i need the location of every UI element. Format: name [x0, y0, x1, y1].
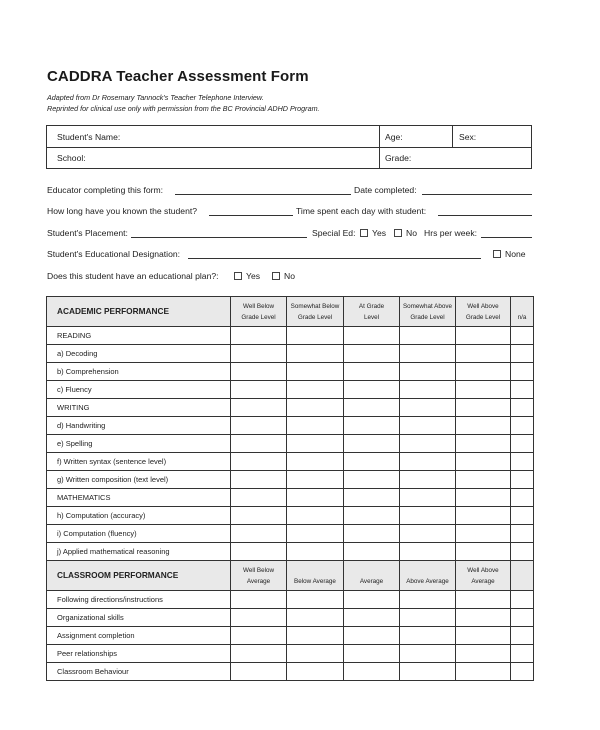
rating-cell[interactable]: [400, 435, 456, 453]
school-field[interactable]: School:: [57, 153, 86, 163]
classroom-column-header: [231, 561, 287, 591]
rating-cell[interactable]: [231, 525, 287, 543]
rating-cell[interactable]: [231, 417, 287, 435]
rating-cell[interactable]: [400, 591, 456, 609]
age-field[interactable]: Age:: [385, 132, 403, 142]
rating-cell[interactable]: [231, 663, 287, 681]
column-header-line: [344, 565, 399, 576]
rating-cell[interactable]: [344, 435, 400, 453]
rating-cell[interactable]: [344, 381, 400, 399]
student-name-field[interactable]: Student's Name:: [57, 132, 121, 142]
rating-cell[interactable]: [344, 525, 400, 543]
sex-field[interactable]: Sex:: [459, 132, 477, 142]
column-header-line: Well Above: [467, 566, 499, 574]
rating-cell[interactable]: [287, 417, 344, 435]
subtitle-line-2: Reprinted for clinical use only with permission from the BC Provincial ADHD Program.: [47, 104, 320, 113]
rating-cell[interactable]: [231, 345, 287, 363]
divider: [379, 126, 380, 147]
rating-cell[interactable]: [344, 327, 400, 345]
special-ed-yes-checkbox[interactable]: [360, 229, 368, 237]
rating-cell[interactable]: [400, 399, 456, 417]
hrs-per-week-input[interactable]: [481, 228, 532, 238]
rating-cell[interactable]: [511, 327, 534, 345]
rating-cell[interactable]: [400, 525, 456, 543]
rating-cell[interactable]: [400, 381, 456, 399]
designation-none-label: None: [505, 249, 526, 259]
rating-cell[interactable]: [287, 453, 344, 471]
column-header-line: [400, 565, 455, 576]
column-header-line: [511, 565, 533, 576]
rating-cell[interactable]: [511, 645, 534, 663]
rating-cell[interactable]: [511, 453, 534, 471]
table-row: [47, 435, 534, 453]
rating-cell[interactable]: [456, 399, 511, 417]
table-row: [47, 471, 534, 489]
plan-label: Does this student have an educational plan?:: [47, 271, 219, 281]
academic-column-header: [456, 297, 511, 327]
row-label: a) Decoding: [47, 345, 231, 363]
rating-cell[interactable]: [231, 399, 287, 417]
rating-cell[interactable]: [231, 543, 287, 561]
rating-cell[interactable]: [511, 435, 534, 453]
how-long-input[interactable]: [209, 206, 293, 216]
table-row: [47, 525, 534, 543]
rating-cell[interactable]: [344, 417, 400, 435]
rating-cell[interactable]: [231, 435, 287, 453]
grade-field[interactable]: Grade:: [385, 153, 412, 163]
date-completed-input[interactable]: [422, 185, 532, 195]
rating-cell[interactable]: [400, 543, 456, 561]
column-header-line: Grade Level: [465, 313, 501, 321]
rating-cell[interactable]: [231, 609, 287, 627]
rating-cell[interactable]: [456, 645, 511, 663]
academic-section-title: ACADEMIC PERFORMANCE: [47, 297, 231, 327]
column-header-line: Average: [246, 577, 271, 585]
rating-cell[interactable]: [231, 327, 287, 345]
column-header-line: Grade Level: [410, 313, 445, 321]
rating-cell[interactable]: [400, 363, 456, 381]
rating-cell[interactable]: [400, 663, 456, 681]
column-header-line: Grade Level: [297, 313, 333, 321]
row-label: f) Written syntax (sentence level): [47, 453, 231, 471]
row-label: i) Computation (fluency): [47, 525, 231, 543]
row-label: h) Computation (accuracy): [47, 507, 231, 525]
rating-cell[interactable]: [344, 489, 400, 507]
rating-cell[interactable]: [456, 489, 511, 507]
column-header-line: [511, 576, 533, 587]
row-label: READING: [47, 327, 231, 345]
rating-cell[interactable]: [400, 417, 456, 435]
placement-label: Student's Placement:: [47, 228, 128, 238]
info-row-2: [47, 147, 531, 168]
rating-cell[interactable]: [287, 543, 344, 561]
rating-cell[interactable]: [344, 543, 400, 561]
table-row: [47, 609, 534, 627]
row-label: WRITING: [47, 399, 231, 417]
academic-column-header: [400, 297, 456, 327]
rating-cell[interactable]: [344, 591, 400, 609]
rating-cell[interactable]: [511, 543, 534, 561]
rating-cell[interactable]: [344, 507, 400, 525]
rating-cell[interactable]: [287, 489, 344, 507]
classroom-column-header: [456, 561, 511, 591]
rating-cell[interactable]: [287, 645, 344, 663]
column-header-line: Level: [363, 313, 380, 321]
rating-cell[interactable]: [400, 345, 456, 363]
rating-cell[interactable]: [511, 363, 534, 381]
column-header-line: Average: [359, 577, 384, 585]
row-label: c) Fluency: [47, 381, 231, 399]
special-ed-no-label: No: [406, 228, 417, 238]
classroom-section-title: CLASSROOM PERFORMANCE: [47, 561, 231, 591]
rating-cell[interactable]: [287, 327, 344, 345]
educator-input[interactable]: [175, 185, 351, 195]
row-label: d) Handwriting: [47, 417, 231, 435]
divider: [379, 147, 380, 168]
rating-cell[interactable]: [287, 525, 344, 543]
rating-cell[interactable]: [344, 399, 400, 417]
rating-cell[interactable]: [456, 327, 511, 345]
table-row: [47, 507, 534, 525]
row-label: Peer relationships: [47, 645, 231, 663]
rating-cell[interactable]: [231, 645, 287, 663]
row-label: Classroom Behaviour: [47, 663, 231, 681]
rating-cell[interactable]: [456, 609, 511, 627]
column-header-line: Well Below: [242, 566, 275, 574]
plan-yes-checkbox[interactable]: [234, 272, 242, 280]
rating-cell[interactable]: [344, 453, 400, 471]
column-header-line: Average: [471, 577, 495, 585]
designation-input[interactable]: [188, 249, 481, 259]
row-label: MATHEMATICS: [47, 489, 231, 507]
rating-cell[interactable]: [344, 609, 400, 627]
classroom-column-header: [400, 561, 456, 591]
rating-cell[interactable]: [344, 627, 400, 645]
rating-cell[interactable]: [344, 471, 400, 489]
table-row: [47, 543, 534, 561]
table-row: [47, 327, 534, 345]
column-header-line: Somewhat Above: [402, 302, 452, 310]
rating-cell[interactable]: [287, 471, 344, 489]
hrs-per-week-label: Hrs per week:: [424, 228, 478, 238]
rating-cell[interactable]: [456, 507, 511, 525]
rating-cell[interactable]: [511, 627, 534, 645]
rating-cell[interactable]: [231, 507, 287, 525]
classroom-header-row: [47, 561, 534, 591]
rating-cell[interactable]: [287, 507, 344, 525]
special-ed-no-checkbox[interactable]: [394, 229, 402, 237]
rating-cell[interactable]: [287, 627, 344, 645]
rating-cell[interactable]: [511, 507, 534, 525]
rating-cell[interactable]: [456, 591, 511, 609]
special-ed-yes-label: Yes: [372, 228, 387, 238]
rating-cell[interactable]: [456, 471, 511, 489]
assessment-table: [46, 296, 534, 681]
rating-cell[interactable]: [400, 453, 456, 471]
column-header-line: At Grade: [358, 302, 385, 310]
rating-cell[interactable]: [400, 327, 456, 345]
column-header-line: n/a: [517, 313, 527, 321]
divider: [452, 126, 453, 147]
column-header-line: Well Below: [242, 302, 275, 310]
table-row: [47, 489, 534, 507]
plan-no-label: No: [284, 271, 295, 281]
table-row: [47, 453, 534, 471]
row-label: e) Spelling: [47, 435, 231, 453]
rating-cell[interactable]: [287, 609, 344, 627]
rating-cell[interactable]: [456, 525, 511, 543]
rating-cell[interactable]: [400, 471, 456, 489]
classroom-column-header: [344, 561, 400, 591]
rating-cell[interactable]: [511, 345, 534, 363]
rating-cell[interactable]: [231, 489, 287, 507]
table-row: [47, 399, 534, 417]
rating-cell[interactable]: [231, 363, 287, 381]
rating-cell[interactable]: [456, 345, 511, 363]
rating-cell[interactable]: [400, 609, 456, 627]
rating-cell[interactable]: [231, 453, 287, 471]
date-completed-label: Date completed:: [354, 185, 417, 195]
rating-cell[interactable]: [456, 627, 511, 645]
row-label: g) Written composition (text level): [47, 471, 231, 489]
rating-cell[interactable]: [231, 471, 287, 489]
academic-header-row: [47, 297, 534, 327]
rating-cell[interactable]: [511, 663, 534, 681]
rating-cell[interactable]: [511, 417, 534, 435]
rating-cell[interactable]: [231, 627, 287, 645]
rating-cell[interactable]: [287, 363, 344, 381]
form-title: CADDRA Teacher Assessment Form: [47, 68, 309, 85]
column-header-line: Well Above: [467, 302, 499, 310]
rating-cell[interactable]: [400, 645, 456, 663]
rating-cell[interactable]: [231, 591, 287, 609]
table-row: [47, 591, 534, 609]
table-row: [47, 381, 534, 399]
time-spent-label: Time spent each day with student:: [296, 206, 427, 216]
column-header-line: Somewhat Below: [290, 302, 340, 310]
table-row: [47, 627, 534, 645]
row-label: Organizational skills: [47, 609, 231, 627]
rating-cell[interactable]: [456, 381, 511, 399]
rating-cell[interactable]: [344, 645, 400, 663]
column-header-line: Grade Level: [241, 313, 276, 321]
classroom-column-header: [287, 561, 344, 591]
designation-label: Student's Educational Designation:: [47, 249, 181, 259]
how-long-label: How long have you known the student?: [47, 206, 198, 216]
table-row: [47, 363, 534, 381]
rating-cell[interactable]: [344, 663, 400, 681]
rating-cell[interactable]: [456, 663, 511, 681]
rating-cell[interactable]: [231, 381, 287, 399]
row-label: Following directions/instructions: [47, 591, 231, 609]
rating-cell[interactable]: [511, 609, 534, 627]
rating-cell[interactable]: [287, 435, 344, 453]
plan-no-checkbox[interactable]: [272, 272, 280, 280]
rating-cell[interactable]: [456, 543, 511, 561]
subtitle-line-1: Adapted from Dr Rosemary Tannock's Teacher Telephone Interview.: [47, 93, 264, 102]
designation-none-checkbox[interactable]: [493, 250, 501, 258]
rating-cell[interactable]: [287, 663, 344, 681]
rating-cell[interactable]: [287, 345, 344, 363]
column-header-line: Below Average: [294, 577, 336, 585]
table-row: [47, 663, 534, 681]
table-row: [47, 417, 534, 435]
student-info-box: [46, 125, 532, 169]
rating-cell[interactable]: [344, 363, 400, 381]
rating-cell[interactable]: [511, 525, 534, 543]
rating-cell[interactable]: [400, 507, 456, 525]
info-row-1: [47, 126, 531, 148]
rating-cell[interactable]: [511, 489, 534, 507]
rating-cell[interactable]: [400, 627, 456, 645]
rating-cell[interactable]: [456, 435, 511, 453]
rating-cell[interactable]: [511, 591, 534, 609]
row-label: j) Applied mathematical reasoning: [47, 543, 231, 561]
rating-cell[interactable]: [511, 399, 534, 417]
rating-cell[interactable]: [287, 591, 344, 609]
table-row: [47, 345, 534, 363]
row-label: Assignment completion: [47, 627, 231, 645]
rating-cell[interactable]: [456, 417, 511, 435]
academic-column-header: [287, 297, 344, 327]
rating-cell[interactable]: [511, 381, 534, 399]
academic-column-header: [231, 297, 287, 327]
column-header-line: [511, 301, 533, 312]
rating-cell[interactable]: [287, 381, 344, 399]
column-header-line: [287, 565, 343, 576]
rating-cell[interactable]: [456, 363, 511, 381]
time-spent-input[interactable]: [438, 206, 532, 216]
rating-cell[interactable]: [287, 399, 344, 417]
rating-cell[interactable]: [511, 471, 534, 489]
special-ed-label: Special Ed:: [312, 228, 356, 238]
educator-label: Educator completing this form:: [47, 185, 164, 195]
rating-cell[interactable]: [400, 489, 456, 507]
row-label: b) Comprehension: [47, 363, 231, 381]
rating-cell[interactable]: [456, 453, 511, 471]
rating-cell[interactable]: [344, 345, 400, 363]
column-header-line: Above Average: [406, 577, 449, 585]
table-row: [47, 645, 534, 663]
academic-column-header: [344, 297, 400, 327]
classroom-column-header: [511, 561, 534, 591]
placement-input[interactable]: [131, 228, 307, 238]
academic-column-header: [511, 297, 534, 327]
plan-yes-label: Yes: [246, 271, 261, 281]
